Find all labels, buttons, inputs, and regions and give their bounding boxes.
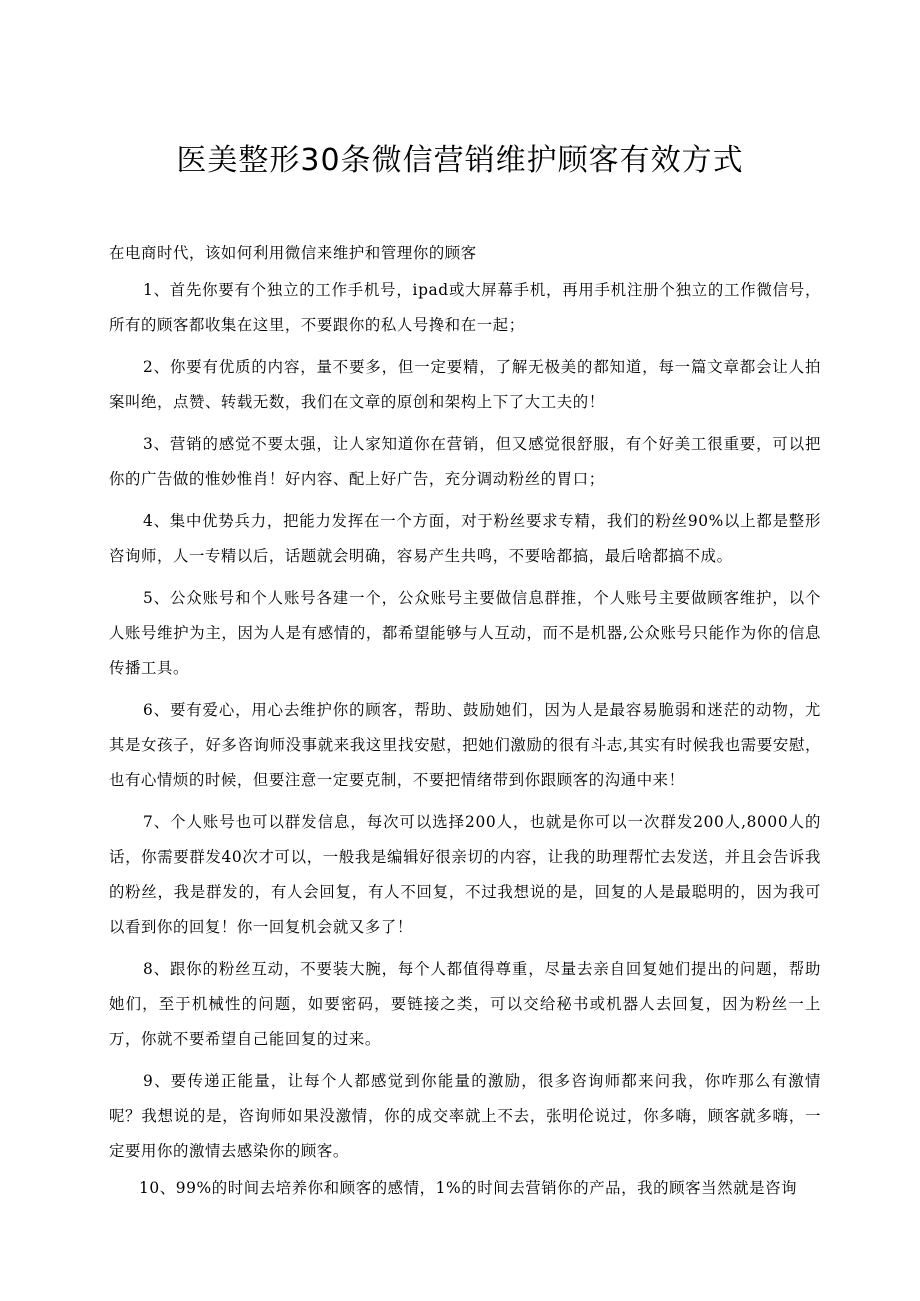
document-title: 医美整形30条微信营销维护顾客有效方式 — [176, 143, 744, 178]
paragraph-8: 8、跟你的粉丝互动，不要装大腕，每个人都值得尊重，尽量去亲自回复她们提出的问题，帮助她们，至于机械性的问题，如要密码，要链接之类，可以交给秘书或机器人去回复，因为粉丝一上万，你就不要希望自己能回复的过来。 — [109, 960, 821, 1048]
paragraph-5: 5、公众账号和个人账号各建一个，公众账号主要做信息群推，个人账号主要做顾客维护，以个人账号维护为主，因为人是有感情的，都希望能够与人互动，而不是机器,公众账号只能作为你的信息传播工具。 — [109, 589, 821, 677]
paragraph-7: 7、个人账号也可以群发信息，每次可以选择200人，也就是你可以一次群发200人,8000人的话，你需要群发40次才可以，一般我是编辑好很亲切的内容，让我的助理帮忙去发送，并且会告诉我的粉丝，我是群发的，有人会回复，有人不回复，不过我想说的是，回复的人是最聪明的，因为我可以看到你的回复！你一回复机会就又多了！ — [109, 813, 821, 936]
paragraph-4: 4、集中优势兵力，把能力发挥在一个方面，对于粉丝要求专精，我们的粉丝90%以上都是整形咨询师，人一专精以后，话题就会明确，容易产生共鸣，不要啥都搞，最后啥都搞不成。 — [109, 512, 821, 565]
paragraph-1: 1、首先你要有个独立的工作手机号，ipad或大屏幕手机，再用手机注册个独立的工作微信号，所有的顾客都收集在这里，不要跟你的私人号搀和在一起； — [109, 281, 821, 334]
paragraph-3: 3、营销的感觉不要太强，让人家知道你在营销，但又感觉很舒服，有个好美工很重要，可以把你的广告做的惟妙惟肖！好内容、配上好广告，充分调动粉丝的胃口； — [109, 435, 821, 488]
paragraph-9: 9、要传递正能量，让每个人都感觉到你能量的激励，很多咨询师都来问我，你咋那么有激情呢？我想说的是，咨询师如果没激情，你的成交率就上不去，张明伦说过，你多嗨，顾客就多嗨，一定要用你的激情去感染你的顾客。 — [109, 1072, 821, 1160]
paragraph-6: 6、要有爱心，用心去维护你的顾客，帮助、鼓励她们，因为人是最容易脆弱和迷茫的动物，尤其是女孩子，好多咨询师没事就来我这里找安慰，把她们激励的很有斗志,其实有时候我也需要安慰，也有心情烦的时候，但要注意一定要克制，不要把情绪带到你跟顾客的沟通中来！ — [109, 701, 821, 789]
document-body — [109, 236, 821, 1213]
paragraph-10: 10、99%的时间去培养你和顾客的感情，1%的时间去营销你的产品，我的顾客当然就是咨询 — [139, 1179, 798, 1197]
paragraph-2: 2、你要有优质的内容，量不要多，但一定要精，了解无极美的都知道，每一篇文章都会让人拍案叫绝，点赞、转载无数，我们在文章的原创和架构上下了大工夫的！ — [109, 358, 821, 411]
intro-text: 在电商时代，该如何利用微信来维护和管理你的顾客 — [109, 244, 477, 262]
